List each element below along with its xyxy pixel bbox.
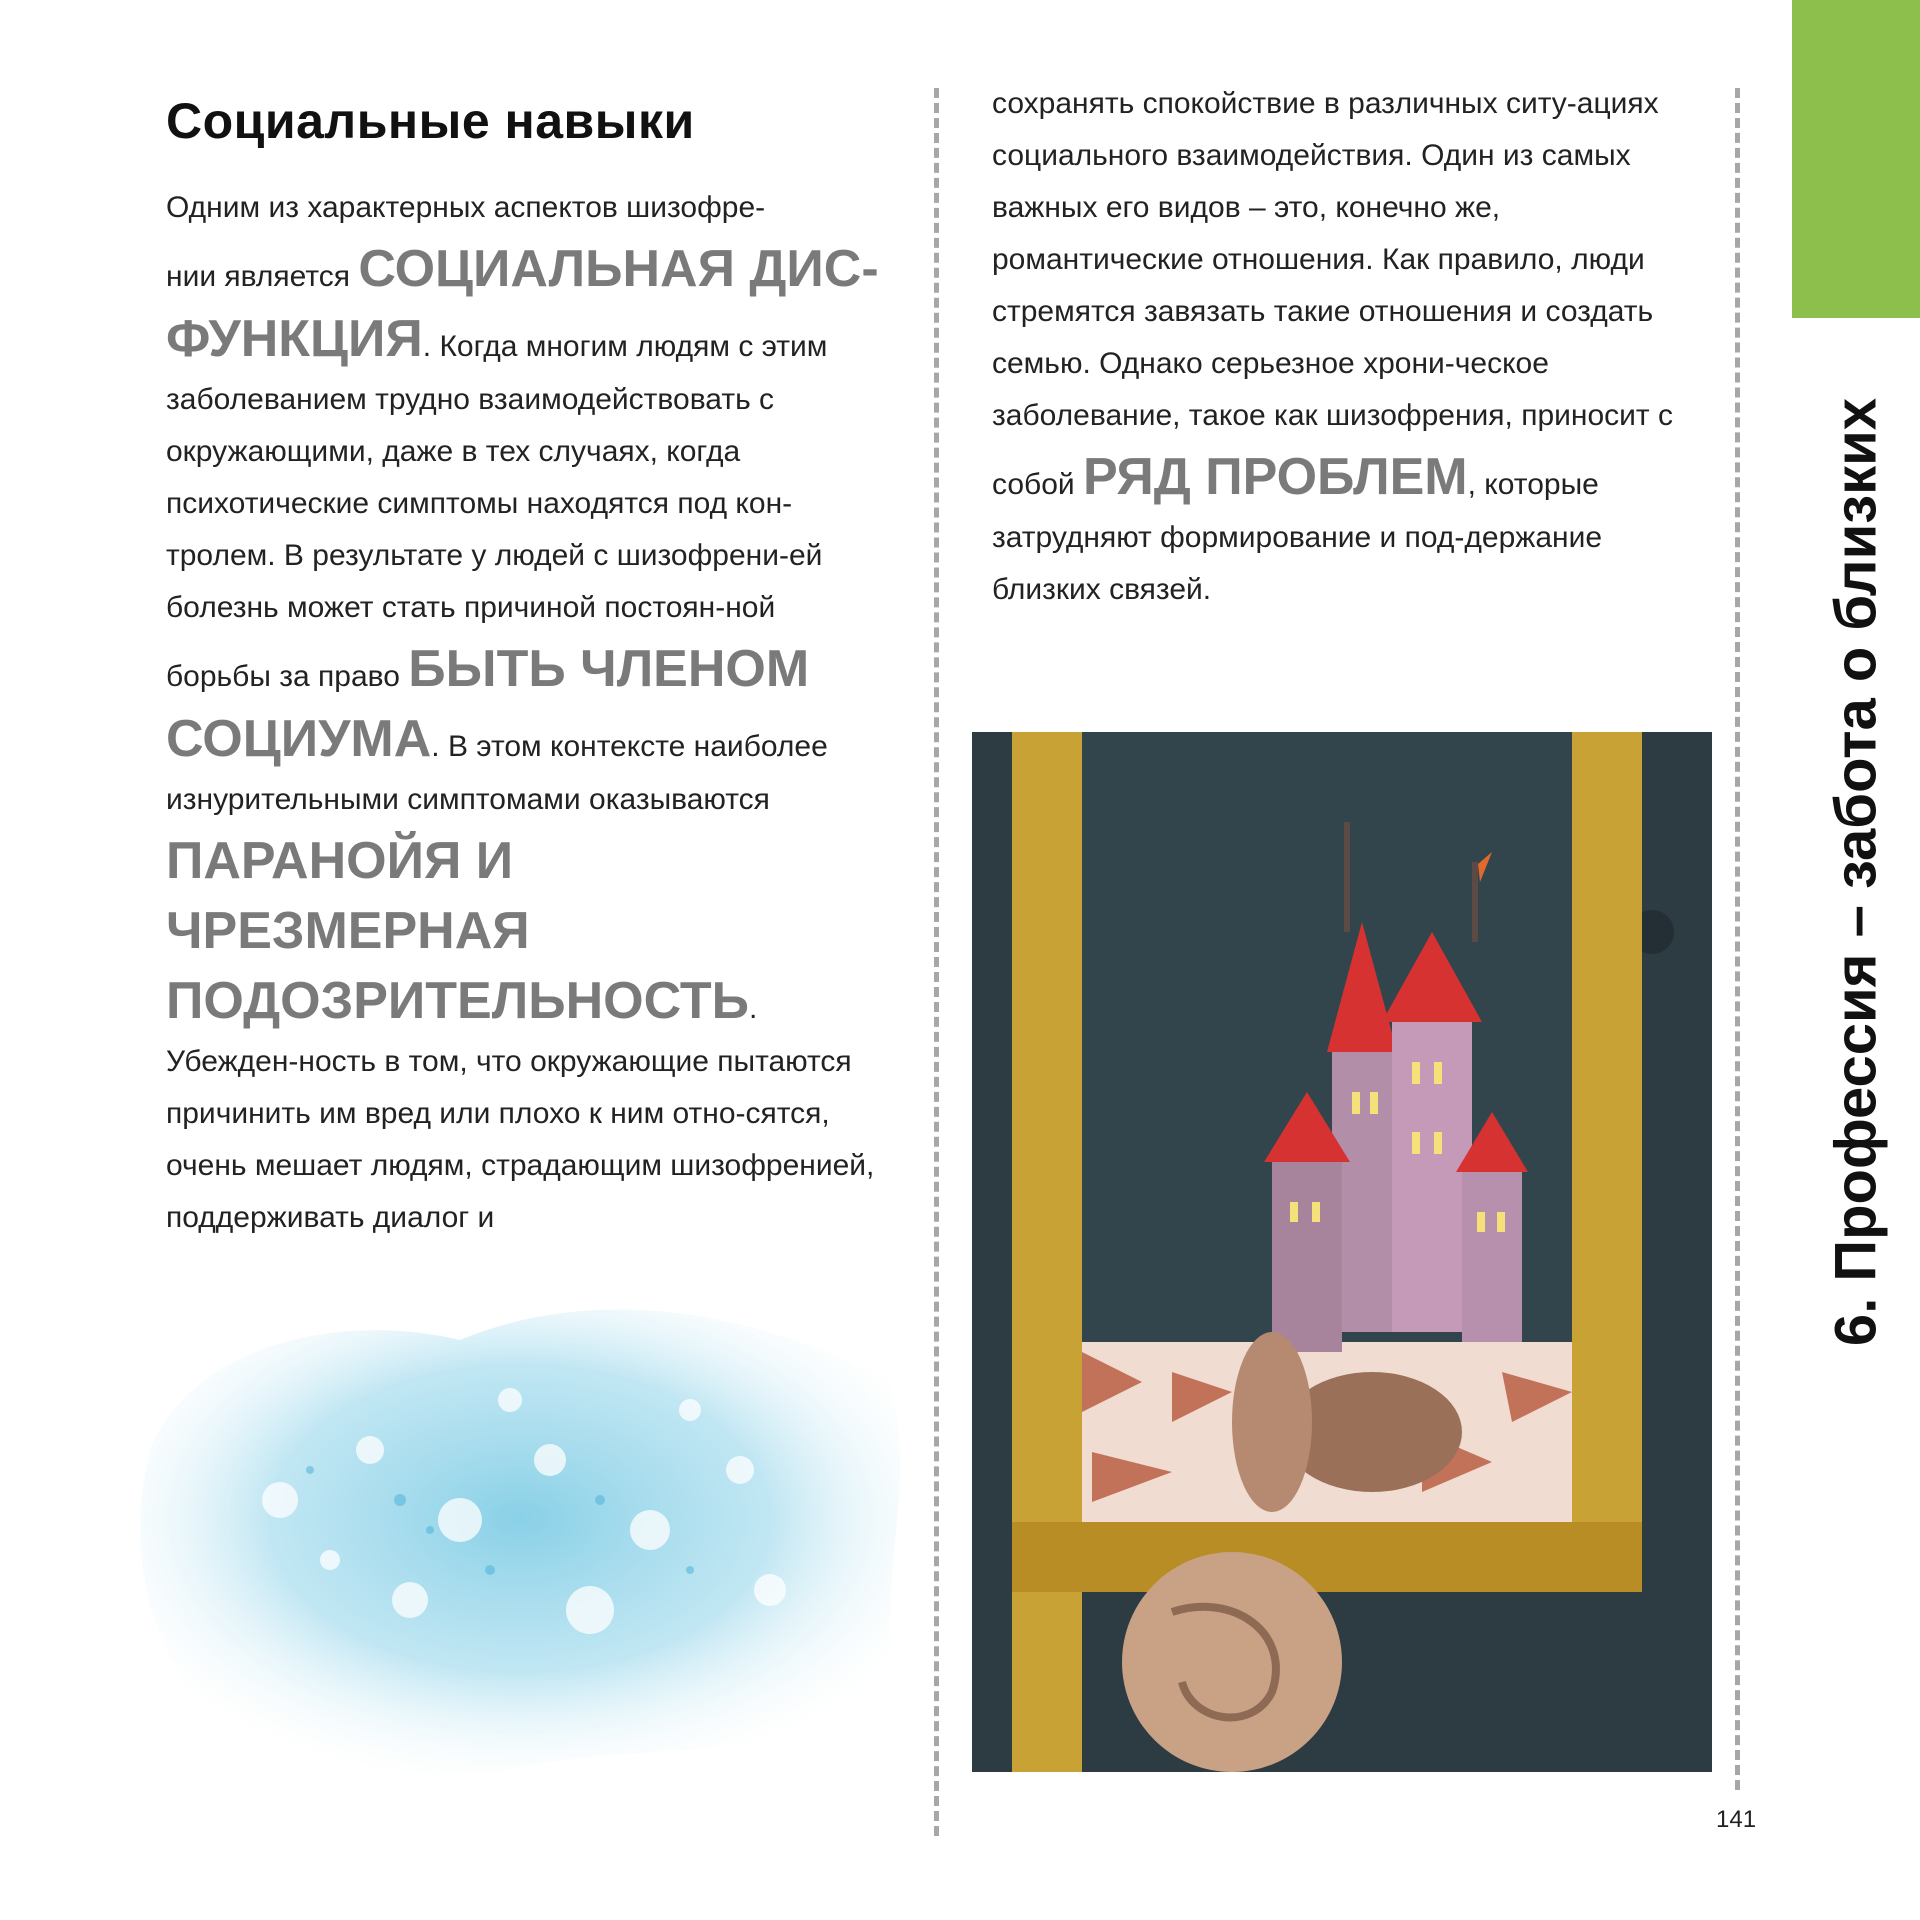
castle-mirror-illustration (972, 732, 1712, 1772)
text-column-right (992, 78, 1712, 616)
frame-bottom (1012, 1522, 1642, 1592)
text-run: . В этом контексте наиболее изнурительными симптомами оказываются (166, 730, 828, 816)
text-run: , которые затрудняют формирование и под-держание близких связей. (992, 468, 1603, 606)
page-heading: Социальные навыки (166, 93, 695, 149)
text-run: . Когда многим людям с этим заболеванием трудно взаимодействовать с окружающими, даже в тех случаях, когда психотические симптомы находятся под кон-тролем. В результате у людей с шизофрени-ей болезнь может стать причиной постоян-ной борьбы за право (166, 330, 828, 693)
paragraph (166, 182, 886, 1244)
text-column-left (166, 182, 886, 1244)
frame-right (1572, 732, 1642, 1592)
section-color-tab (1792, 0, 1920, 318)
watercolor-blue-decoration (130, 1270, 910, 1790)
text-run: . Убежден-ность в том, что окружающие пытаются причинить им вред или плохо к ним отно-сятся, очень мешает людям, страдающим шизофренией, поддерживать диалог и (166, 992, 875, 1234)
emphasis-paranoia: ПАРАНОЙЯ И ЧРЕЗМЕРНАЯ ПОДОЗРИТЕЛЬНОСТЬ (166, 832, 749, 1030)
emphasis-member-of-society: БЫТЬ ЧЛЕНОМ СОЦИУМА (166, 640, 810, 768)
frame-left (1012, 732, 1082, 1772)
text-run: сохранять спокойствие в различных ситу-ациях социального взаимодействия. Один из самых важных его видов – это, конечно же, романтические отношения. Как правило, люди стремятся завязать такие отношения и создать семью. Однако серьезное хрони-ческое заболевание, такое как шизофрения, приносит с собой (992, 87, 1673, 501)
text-run: Одним из характерных аспектов шизофре- (166, 191, 766, 224)
text-run: нии является (166, 260, 359, 293)
column-divider-left (934, 88, 939, 1836)
column-divider-right (1735, 88, 1740, 1790)
paragraph (992, 78, 1712, 616)
page-number: 141 (1716, 1806, 1757, 1833)
emphasis-social-dysfunction: СОЦИАЛЬНАЯ ДИС- ФУНКЦИЯ (166, 240, 879, 368)
emphasis-problems: РЯД ПРОБЛЕМ (1082, 448, 1468, 506)
section-title: 6. Профессия – забота о близких (1823, 397, 1889, 1347)
